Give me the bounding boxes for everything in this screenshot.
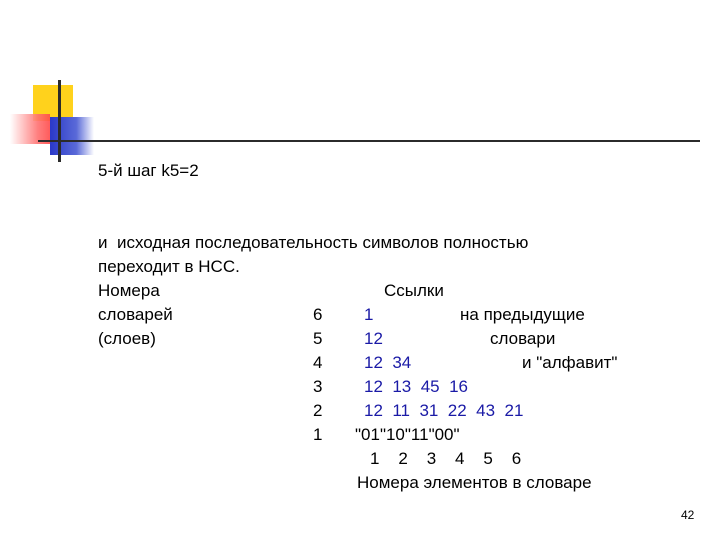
slide-heading: 5-й шаг k5=2 xyxy=(98,161,199,180)
page-number: 42 xyxy=(681,508,695,522)
layer-values: 1 xyxy=(364,305,374,324)
refs-label-3: словари xyxy=(490,329,556,348)
layer-number: 5 xyxy=(313,329,323,348)
horizontal-rule xyxy=(38,140,700,142)
paragraph-line-1: и исходная последовательность символов полностью xyxy=(98,233,529,252)
blue-square xyxy=(50,117,94,155)
layer-number: 2 xyxy=(313,401,323,420)
layer-values: 12 34 xyxy=(364,353,412,372)
decorative-squares xyxy=(0,0,110,170)
element-numbers: 1 2 3 4 5 6 xyxy=(370,449,522,468)
label-numbers: Номера xyxy=(98,281,160,300)
label-layers: (слоев) xyxy=(98,329,156,348)
element-caption: Номера элементов в словаре xyxy=(357,473,592,492)
layer-number: 3 xyxy=(313,377,323,396)
layer-number: 1 xyxy=(313,425,323,444)
layer-number: 6 xyxy=(313,305,323,324)
layer-values: 12 xyxy=(364,329,383,348)
layer-values: 12 11 31 22 43 21 xyxy=(364,401,524,420)
vertical-rule xyxy=(58,80,61,162)
refs-label-2: на предыдущие xyxy=(460,305,585,324)
paragraph-line-2: переходит в НСС. xyxy=(98,257,240,276)
refs-label-4: и "алфавит" xyxy=(522,353,618,372)
label-dictionaries: словарей xyxy=(98,305,173,324)
refs-label-1: Ссылки xyxy=(384,281,444,300)
alphabet-values: "01"10"11"00" xyxy=(355,425,460,444)
layer-number: 4 xyxy=(313,353,323,372)
layer-values: 12 13 45 16 xyxy=(364,377,468,396)
